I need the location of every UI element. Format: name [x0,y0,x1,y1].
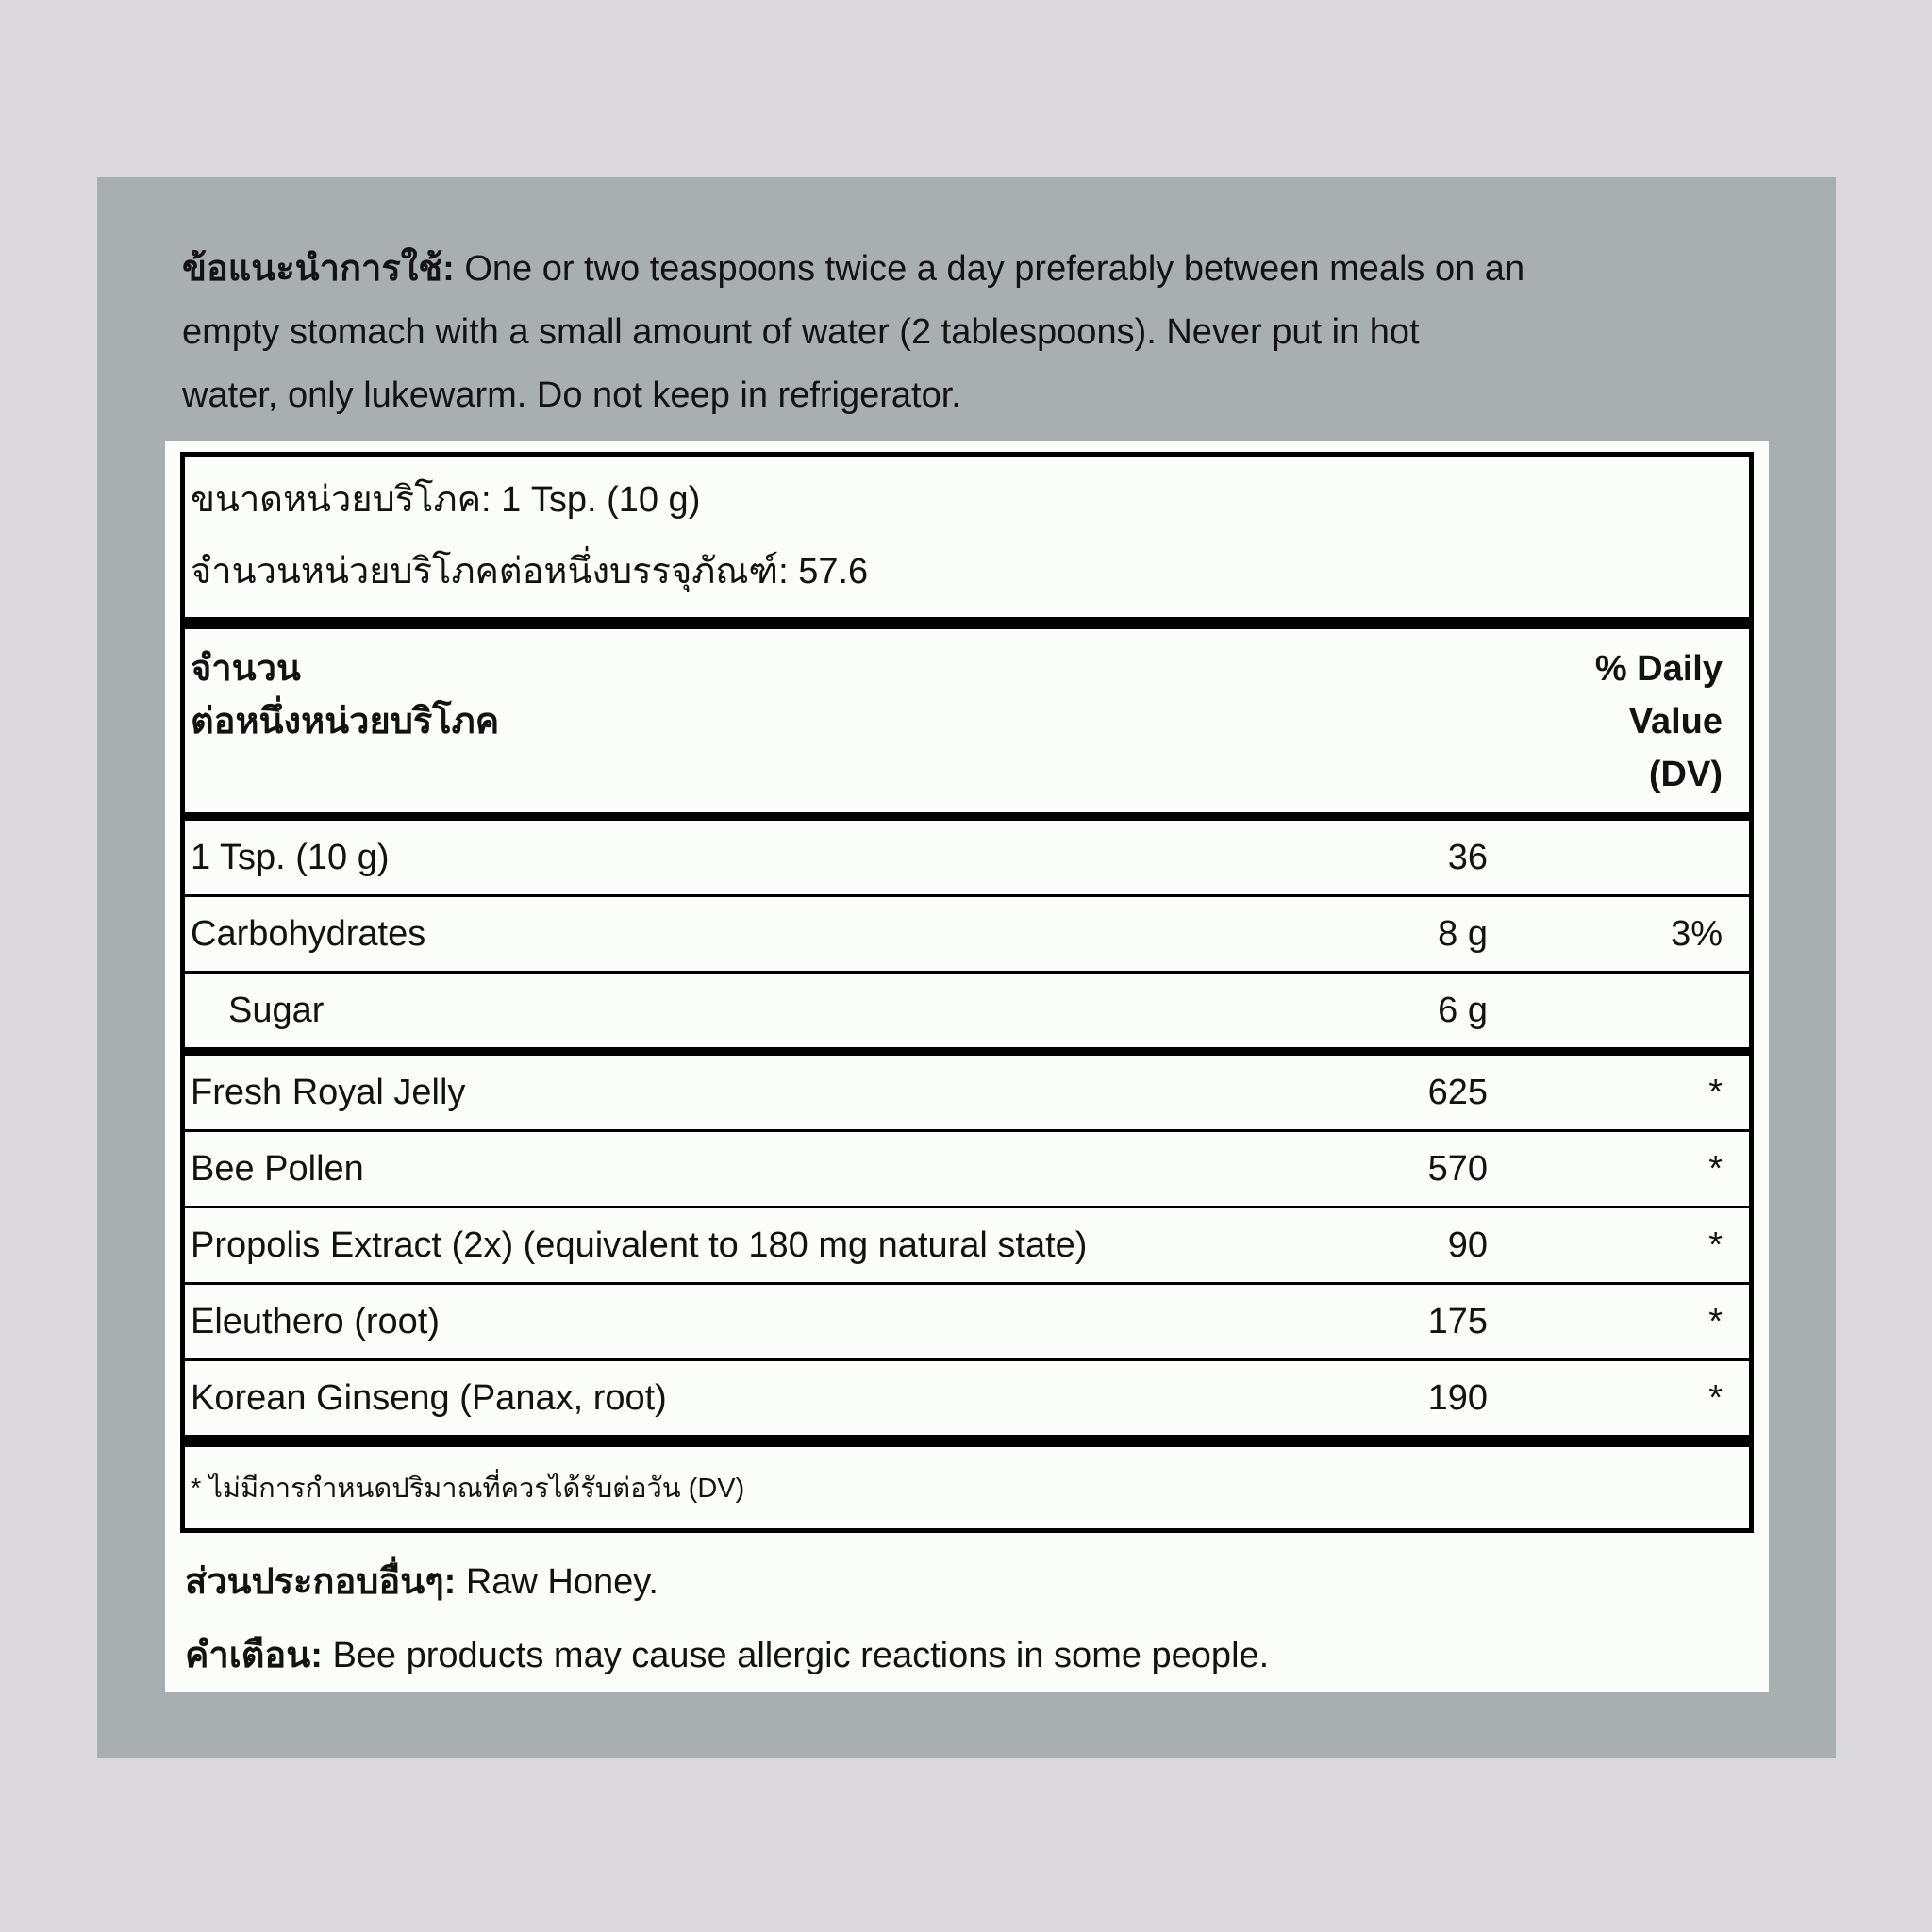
serving-info [185,457,1749,617]
daily-value-header: % Daily Value (DV) [1594,649,1723,794]
serving-size-value: 1 Tsp. (10 g) [501,480,701,520]
fact-amount: 175 [1427,1301,1488,1341]
fact-name: Propolis Extract (2x) (equivalent to 180 mg natural state) [191,1224,1088,1265]
serving-size-line [191,464,1743,536]
fact-dv: * [1708,1301,1723,1341]
fact-row-bee-pollen [185,1132,1749,1208]
supplement-facts-table [180,452,1754,1533]
usage-instructions-line-1: ข้อแนะนำการใช้: One or two teaspoons twice a day preferably between meals on an [182,249,1525,289]
fact-row-carbohydrates [185,897,1749,974]
usage-instructions-label: ข้อแนะนำการใช้: [182,249,455,289]
divider-thick-bottom [185,1435,1749,1447]
servings-per-container-value: 57.6 [798,552,869,591]
fact-amount: 570 [1427,1148,1488,1189]
fact-amount: 625 [1427,1072,1488,1112]
warning-label: คำเตือน: [185,1636,323,1675]
fact-dv: * [1708,1377,1723,1418]
fact-name: Carbohydrates [191,913,426,954]
fact-row-korean-ginseng [185,1361,1749,1435]
dv-footnote: * ไม่มีการกำหนดปริมาณที่ควรได้รับต่อวัน (DV) [191,1474,745,1504]
usage-instructions-line-2: empty stomach with a small amount of water (2 tablespoons). Never put in hot [182,312,1420,352]
divider-thick-top [185,617,1749,629]
fact-name: Bee Pollen [191,1148,364,1189]
fact-amount: 8 g [1438,913,1488,954]
fact-dv: * [1708,1224,1723,1265]
fact-row-sugar [185,974,1749,1047]
facts-column-headers [185,629,1749,812]
divider-medium-sugar [185,1047,1749,1056]
fact-amount: 6 g [1438,990,1488,1030]
warning-text: Bee products may cause allergic reactions in some people. [332,1636,1270,1675]
fact-name: Fresh Royal Jelly [191,1072,466,1112]
amount-per-serving-header: จำนวน ต่อหนึ่งหน่วยบริโภค [191,649,500,741]
divider-medium-header [185,812,1749,821]
fact-dv: 3% [1671,913,1723,954]
other-ingredients-text: Raw Honey. [465,1562,658,1602]
fact-name: Korean Ginseng (Panax, root) [191,1377,667,1418]
warning-note [185,1631,1754,1680]
serving-size-label: ขนาดหน่วยบริโภค: [191,480,491,520]
other-ingredients [185,1557,1754,1607]
fact-row-serving [185,821,1749,897]
supplement-facts-label [165,441,1769,1692]
usage-instructions [182,238,1748,427]
fact-amount: 90 [1447,1224,1488,1265]
servings-per-container-line [191,536,1743,608]
fact-name: Sugar [228,990,325,1030]
other-ingredients-label: ส่วนประกอบอื่นๆ: [185,1562,457,1602]
fact-row-propolis-extract [185,1208,1749,1285]
usage-instructions-line-3: water, only lukewarm. Do not keep in refrigerator. [182,375,961,415]
servings-per-container-label: จำนวนหน่วยบริโภคต่อหนึ่งบรรจุภัณฑ์: [191,552,789,591]
fact-dv: * [1708,1148,1723,1189]
fact-row-fresh-royal-jelly [185,1056,1749,1132]
fact-amount: 190 [1427,1377,1488,1418]
fact-row-eleuthero [185,1285,1749,1361]
label-panel [97,177,1836,1758]
fact-amount: 36 [1447,837,1488,877]
fact-name: 1 Tsp. (10 g) [191,837,390,877]
fact-dv: * [1708,1072,1723,1112]
fact-name: Eleuthero (root) [191,1301,441,1341]
